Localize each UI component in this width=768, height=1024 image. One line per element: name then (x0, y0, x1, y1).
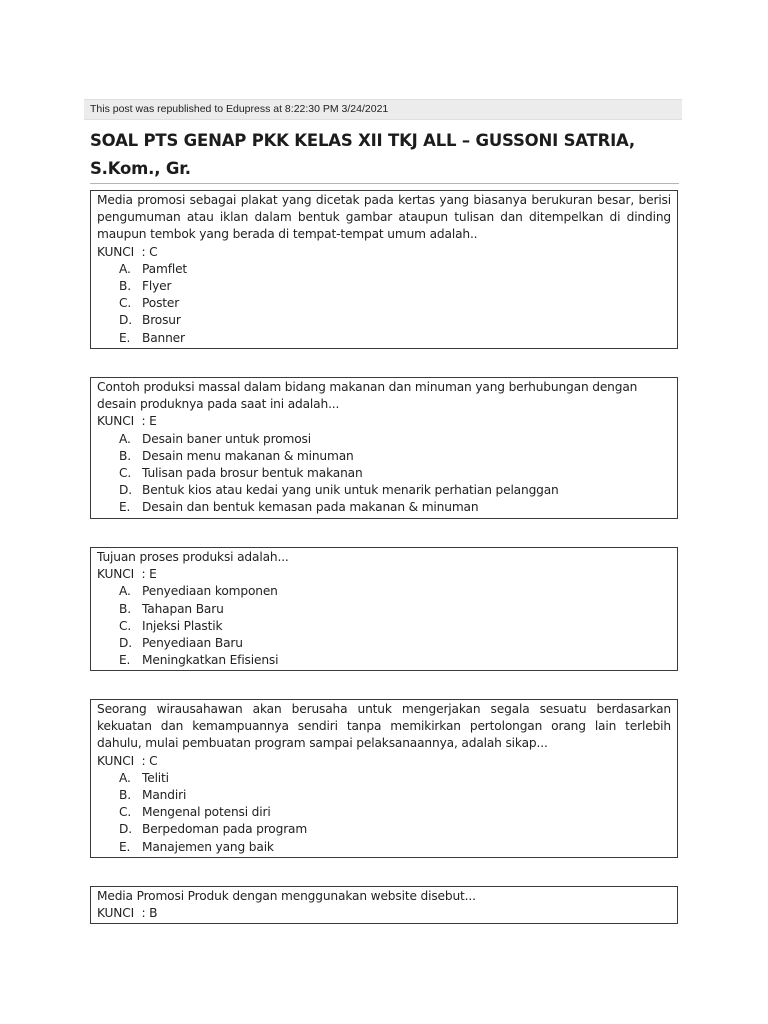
option-letter: A. (119, 770, 131, 785)
option-letter: E. (119, 500, 131, 515)
answer-key: KUNCI : E (97, 414, 157, 429)
option-text: Teliti (142, 770, 169, 785)
option-letter: E. (119, 653, 131, 668)
option-letter: A. (119, 431, 131, 446)
option-letter: D. (119, 313, 132, 328)
option-text: Poster (142, 296, 180, 311)
option-letter: E. (119, 330, 131, 345)
question-box-4 (90, 699, 678, 858)
question-box-2 (90, 377, 678, 519)
option-item (97, 583, 671, 600)
option-list (97, 770, 671, 856)
answer-key: KUNCI : C (97, 244, 158, 259)
option-item (97, 330, 671, 347)
option-letter: B. (119, 788, 131, 803)
option-text: Berpedoman pada program (142, 822, 308, 837)
option-text: Desain menu makanan & minuman (142, 448, 354, 463)
option-item (97, 601, 671, 618)
option-item (97, 787, 671, 804)
option-item (97, 465, 671, 482)
option-item (97, 839, 671, 856)
option-text: Desain baner untuk promosi (142, 431, 311, 446)
option-item (97, 312, 671, 329)
option-item (97, 261, 671, 278)
question-text: Tujuan proses produksi adalah... (97, 550, 289, 564)
option-text: Injeksi Plastik (142, 618, 223, 633)
option-item (97, 431, 671, 448)
option-letter: C. (119, 296, 132, 311)
option-letter: D. (119, 636, 132, 651)
option-text: Tulisan pada brosur bentuk makanan (142, 466, 363, 481)
question-box-5 (90, 886, 678, 924)
option-item (97, 499, 671, 516)
option-item (97, 278, 671, 295)
question-box-1 (90, 190, 678, 349)
option-item (97, 821, 671, 838)
option-letter: C. (119, 805, 132, 820)
option-letter: D. (119, 483, 132, 498)
answer-key: KUNCI : C (97, 753, 158, 768)
option-text: Mengenal potensi diri (142, 805, 271, 820)
option-letter: B. (119, 279, 131, 294)
option-letter: B. (119, 448, 131, 463)
option-letter: A. (119, 261, 131, 276)
title-divider (90, 183, 679, 184)
option-letter: E. (119, 839, 131, 854)
question-text: Media Promosi Produk dengan menggunakan website disebut... (97, 889, 476, 903)
page-title: SOAL PTS GENAP PKK KELAS XII TKJ ALL – GUSSONI SATRIA, S.Kom., Gr. (90, 131, 635, 178)
option-text: Flyer (142, 279, 172, 294)
option-text: Pamflet (142, 261, 188, 276)
option-text: Mandiri (142, 788, 187, 803)
option-item (97, 295, 671, 312)
option-item (97, 635, 671, 652)
answer-key: KUNCI : B (97, 906, 158, 921)
option-text: Brosur (142, 313, 181, 328)
question-text: Media promosi sebagai plakat yang dicetak pada kertas yang biasanya berukuran besar, berisi pengumuman atau iklan dalam bentuk gambar ataupun tulisan dan ditempelkan di dinding maupun tembok yang berada di tempat-tempat umum adalah.. (97, 193, 671, 242)
option-text: Tahapan Baru (142, 601, 224, 616)
option-item (97, 804, 671, 821)
option-text: Banner (142, 330, 185, 345)
option-item (97, 652, 671, 669)
republish-banner: This post was republished to Edupress at 8:22:30 PM 3/24/2021 (84, 99, 682, 120)
question-box-3 (90, 547, 678, 671)
option-item (97, 770, 671, 787)
option-text: Bentuk kios atau kedai yang unik untuk menarik perhatian pelanggan (142, 483, 559, 498)
option-text: Manajemen yang baik (142, 839, 274, 854)
option-text: Meningkatkan Efisiensi (142, 653, 279, 668)
option-item (97, 618, 671, 635)
answer-key: KUNCI : E (97, 567, 157, 582)
option-item (97, 482, 671, 499)
option-list (97, 583, 671, 669)
option-item (97, 448, 671, 465)
option-letter: D. (119, 822, 132, 837)
question-text: Seorang wirausahawan akan berusaha untuk mengerjakan segala sesuatu berdasarkan kekuatan dan kemampuannya sendiri tanpa memikirkan pertolongan orang lain terlebih dahulu, mulai pembuatan program sampai pelaksanaannya, adalah sikap... (97, 702, 671, 751)
option-list (97, 261, 671, 347)
option-text: Penyediaan komponen (142, 584, 278, 599)
option-letter: A. (119, 584, 131, 599)
question-text: Contoh produksi massal dalam bidang makanan dan minuman yang berhubungan dengan desain produknya pada saat ini adalah... (97, 380, 638, 412)
option-letter: C. (119, 466, 132, 481)
option-letter: B. (119, 601, 131, 616)
option-text: Desain dan bentuk kemasan pada makanan & minuman (142, 500, 479, 515)
option-text: Penyediaan Baru (142, 636, 243, 651)
option-list (97, 431, 671, 517)
option-letter: C. (119, 618, 132, 633)
